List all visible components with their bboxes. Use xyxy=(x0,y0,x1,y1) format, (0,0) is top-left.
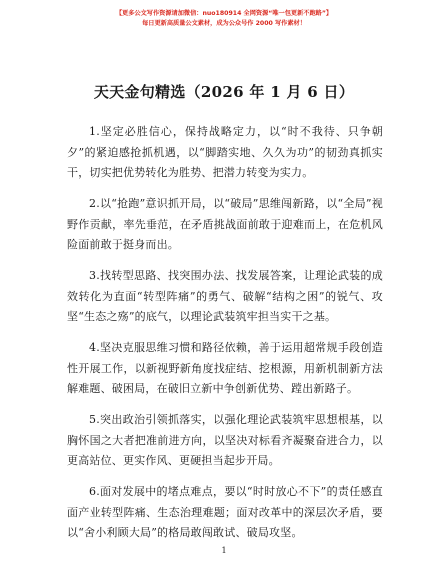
paragraph-5: 5.突出政治引领抓落实，以强化理论武装筑牢思想根基，以胸怀国之大者把准前进方向，以坚决对标看齐凝聚奋进合力，以更高站位、更实作风、更硬担当起步开局。 xyxy=(67,413,383,467)
document-title: 天天金句精选（2026 年 1 月 6 日） xyxy=(93,83,355,101)
banner-line-2: 每日更新高质量公文素材，成为公众号作 2000 写作素材！ xyxy=(142,20,306,27)
page-number: 1 xyxy=(221,546,227,555)
banner-line-1: 【更多公文写作资源请加微信：nuo180914 全网资源“唯一包更新不跑路”】 xyxy=(115,10,333,17)
paragraph-2: 2.以“抢跑”意识抓开局，以“破局”思维闯新路，以“全局”视野作贡献，率先垂范，在矛盾挑战面前敢于迎难而上，在危机风险面前敢于挺身而出。 xyxy=(67,197,383,251)
header-banner xyxy=(0,9,448,28)
paragraph-3: 3.找转型思路、找突围办法、找发展答案，让理论武装的成效转化为直面“转型阵痛”的勇气、破解“结构之困”的锐气、攻坚“生态之殇”的底气，以理论武装筑牢担当实干之基。 xyxy=(67,269,383,323)
paragraph-1: 1.坚定必胜信心，保持战略定力，以“时不我待、只争朝夕”的紧迫感抢抓机遇，以“脚踏实地、久久为功”的韧劲真抓实干，切实把优势转化为胜势、把潜力转变为实力。 xyxy=(67,125,383,179)
document-body xyxy=(67,122,383,554)
paragraph-4: 4.坚决克服思维习惯和路径依赖，善于运用超常规手段创造性开展工作，以新视野新角度找症结、挖根源，用新机制新方法解难题、破困局，在破旧立新中争创新优势、蹚出新路子。 xyxy=(67,341,383,395)
paragraph-6: 6.面对发展中的堵点难点，要以“时时放心不下”的责任感直面产业转型阵痛、生态治理难题；面对改革中的深层次矛盾，要以“舍小利顾大局”的格局敢闯敢试、破局攻坚。 xyxy=(67,485,383,539)
